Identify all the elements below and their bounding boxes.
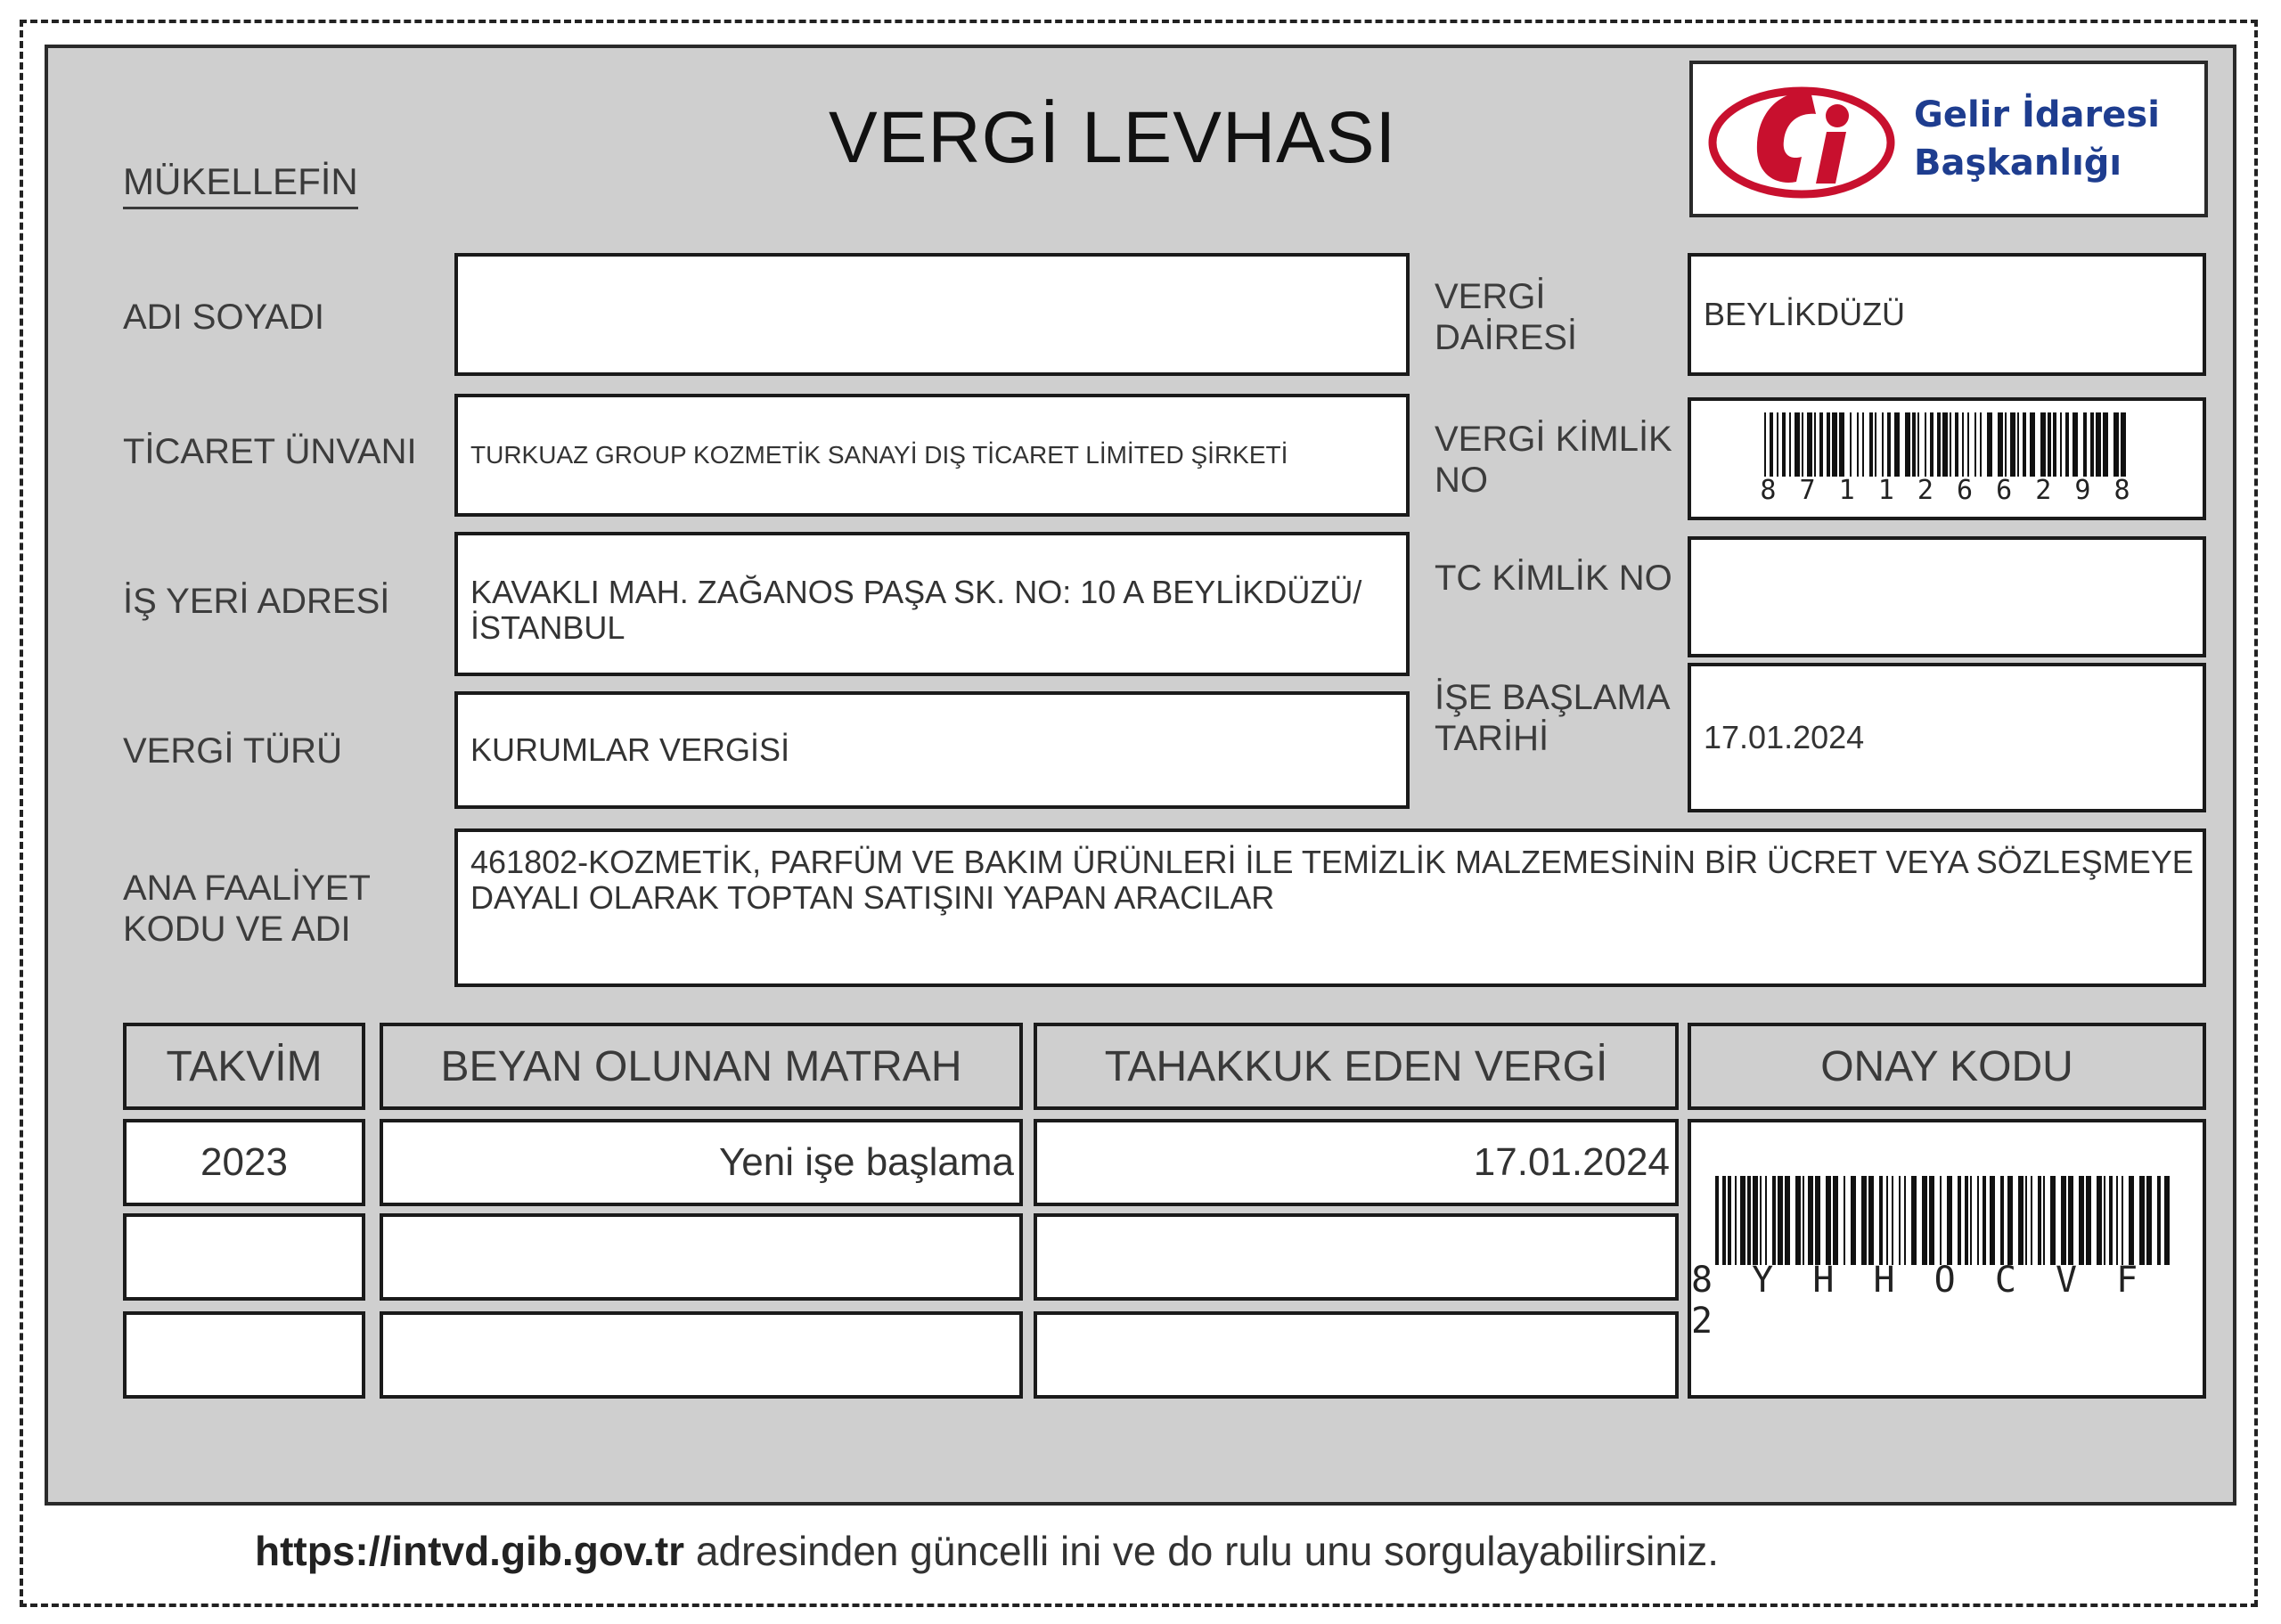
barcode-bar bbox=[1765, 1176, 1767, 1265]
barcode-bar bbox=[1839, 412, 1844, 477]
activity-label-line-1: ANA FAALİYET bbox=[123, 869, 371, 908]
barcode-bar bbox=[1827, 412, 1830, 477]
barcode-bar bbox=[1937, 412, 1941, 477]
barcode-bar bbox=[1785, 1176, 1790, 1265]
verification-note bbox=[255, 1527, 1719, 1575]
name-label: ADI SOYADI bbox=[123, 298, 324, 337]
barcode-bar bbox=[2048, 412, 2051, 477]
barcode-bar bbox=[2005, 412, 2007, 477]
barcode-bar bbox=[2031, 1176, 2032, 1265]
barcode-bar bbox=[1795, 1176, 1801, 1265]
activity-label-line-2: KODU VE ADI bbox=[123, 910, 351, 949]
barcode-bar bbox=[1947, 1176, 1952, 1265]
barcode-bar bbox=[1875, 412, 1876, 477]
barcode-bar bbox=[1807, 412, 1812, 477]
barcode-bar bbox=[1826, 1176, 1831, 1265]
barcode-bar bbox=[1980, 412, 1982, 477]
table-cell bbox=[380, 1311, 1023, 1399]
barcode-bar bbox=[2116, 1176, 2118, 1265]
barcode-bar bbox=[1970, 1176, 1972, 1265]
tax-type-field: KURUMLAR VERGİSİ bbox=[454, 691, 1410, 809]
tax-id-barcode-text: 8 7 1 1 2 6 6 2 9 8 bbox=[1760, 474, 2134, 506]
barcode-bar bbox=[1833, 1176, 1838, 1265]
barcode-bar bbox=[1892, 1176, 1893, 1265]
barcode-bar bbox=[1940, 1176, 1942, 1265]
trade-name-field: TURKUAZ GROUP KOZMETİK SANAYİ DIŞ TİCARET LİMİTED ŞİRKETİ bbox=[454, 394, 1410, 517]
barcode-bar bbox=[1857, 412, 1859, 477]
activity-label bbox=[123, 868, 371, 950]
barcode-bar bbox=[2068, 1176, 2073, 1265]
barcode-bar bbox=[1815, 1176, 1820, 1265]
barcode-bar bbox=[1868, 1176, 1874, 1265]
barcode-bar bbox=[2065, 412, 2069, 477]
barcode-bar bbox=[1990, 1176, 1995, 1265]
barcode-bar bbox=[1905, 412, 1910, 477]
verification-url[interactable]: https://intvd.gib.gov.tr bbox=[255, 1528, 685, 1574]
barcode-bar bbox=[1899, 1176, 1901, 1265]
gib-logo-text bbox=[1914, 91, 2160, 187]
barcode-bar bbox=[1962, 412, 1964, 477]
barcode-bar bbox=[1904, 1176, 1906, 1265]
start-date-field: 17.01.2024 bbox=[1688, 663, 2206, 812]
barcode-bar bbox=[2017, 412, 2019, 477]
barcode-bar bbox=[1764, 412, 1766, 477]
barcode-bar bbox=[2060, 412, 2062, 477]
table-cell bbox=[380, 1213, 1023, 1301]
barcode-bar bbox=[1886, 1176, 1888, 1265]
header-accrued-tax: TAHAKKUK EDEN VERGİ bbox=[1034, 1023, 1679, 1110]
barcode-bar bbox=[2164, 1176, 2170, 1265]
table-cell bbox=[123, 1213, 365, 1301]
barcode-bar bbox=[2109, 1176, 2113, 1265]
start-date-label bbox=[1435, 677, 1671, 759]
barcode-bar bbox=[1850, 412, 1852, 477]
table-cell bbox=[1034, 1213, 1679, 1301]
tax-office-label-line-2: DAİRESİ bbox=[1435, 318, 1578, 357]
barcode-bar bbox=[2025, 1176, 2027, 1265]
barcode-bar bbox=[2083, 412, 2087, 477]
barcode-bar bbox=[1869, 412, 1873, 477]
barcode-bar bbox=[1832, 412, 1837, 477]
barcode-bar bbox=[1942, 412, 1948, 477]
barcode-bar bbox=[1879, 1176, 1883, 1265]
business-address-field bbox=[454, 532, 1410, 676]
barcode-bar bbox=[2139, 1176, 2145, 1265]
barcode-bar bbox=[1777, 412, 1778, 477]
barcode-bar bbox=[2040, 412, 2046, 477]
start-date-label-line-1: İŞE BAŞLAMA bbox=[1435, 678, 1671, 717]
barcode-bar bbox=[1747, 1176, 1751, 1265]
barcode-bar bbox=[2122, 1176, 2123, 1265]
barcode-bar bbox=[1722, 1176, 1726, 1265]
approval-code-text: 8 Y H H O C V F 2 bbox=[1691, 1260, 2147, 1342]
barcode-bar bbox=[1740, 1176, 1745, 1265]
start-date-label-line-2: TARİHİ bbox=[1435, 719, 1549, 758]
barcode-bar bbox=[2030, 412, 2035, 477]
barcode-bar bbox=[1958, 1176, 1961, 1265]
approval-code-barcode bbox=[1715, 1176, 2179, 1265]
barcode-bar bbox=[1772, 1176, 1776, 1265]
trade-name-label: TİCARET ÜNVANI bbox=[123, 432, 417, 471]
barcode-bar bbox=[1851, 1176, 1856, 1265]
barcode-bar bbox=[1760, 1176, 1762, 1265]
barcode-bar bbox=[1819, 412, 1823, 477]
document-title: VERGİ LEVHASI bbox=[829, 97, 1397, 178]
table-cell: 2023 bbox=[123, 1119, 365, 1206]
address-line-2: İSTANBUL bbox=[470, 609, 625, 646]
header-declared-base: BEYAN OLUNAN MATRAH bbox=[380, 1023, 1023, 1110]
barcode-bar bbox=[1930, 412, 1934, 477]
barcode-bar bbox=[1803, 1176, 1804, 1265]
barcode-bar bbox=[2010, 412, 2015, 477]
table-cell bbox=[1034, 1311, 1679, 1399]
barcode-bar bbox=[2023, 412, 2026, 477]
business-address-label: İŞ YERİ ADRESİ bbox=[123, 582, 390, 621]
logo-line-1: Gelir İdaresi bbox=[1914, 94, 2160, 135]
logo-line-2: Başkanlığı bbox=[1914, 143, 2122, 184]
activity-line-1: 461802-KOZMETİK, PARFÜM VE BAKIM ÜRÜNLERİ İLE TEMİZLİK MALZEMESİNİN BİR ÜCRET VEYA SÖZLEŞMEYE bbox=[470, 844, 2194, 880]
barcode-bar bbox=[1987, 412, 1992, 477]
tax-office-label-line-1: VERGİ bbox=[1435, 277, 1546, 316]
barcode-bar bbox=[1735, 1176, 1737, 1265]
barcode-bar bbox=[1861, 1176, 1867, 1265]
approval-code-barcode-field bbox=[1688, 1119, 2206, 1399]
barcode-bar bbox=[1715, 1176, 1719, 1265]
activity-field bbox=[454, 828, 2206, 987]
barcode-bar bbox=[2050, 1176, 2056, 1265]
address-line-1: KAVAKLI MAH. ZAĞANOS PAŞA SK. NO: 10 A BEYLİKDÜZÜ/ bbox=[470, 574, 1362, 610]
tax-id-barcode-field bbox=[1688, 397, 2206, 520]
barcode-bar bbox=[1925, 412, 1926, 477]
tax-id-label-line-2: NO bbox=[1435, 461, 1488, 500]
barcode-bar bbox=[1728, 1176, 1731, 1265]
barcode-bar bbox=[1922, 1176, 1927, 1265]
barcode-bar bbox=[2157, 1176, 2161, 1265]
gib-logo-icon bbox=[1704, 73, 1905, 207]
barcode-bar bbox=[1955, 412, 1958, 477]
barcode-bar bbox=[2007, 1176, 2013, 1265]
barcode-bar bbox=[2090, 412, 2094, 477]
barcode-bar bbox=[1911, 1176, 1917, 1265]
barcode-bar bbox=[2086, 1176, 2091, 1265]
barcode-bar bbox=[2043, 1176, 2045, 1265]
header-period: TAKVİM bbox=[123, 1023, 365, 1110]
tax-office-label bbox=[1435, 276, 1577, 358]
table-cell bbox=[123, 1311, 365, 1399]
barcode-bar bbox=[1770, 412, 1773, 477]
gib-logo bbox=[1689, 61, 2208, 217]
barcode-bar bbox=[2113, 412, 2119, 477]
taxpayer-section-heading: MÜKELLEFİN bbox=[123, 160, 358, 209]
barcode-bar bbox=[1814, 412, 1816, 477]
barcode-bar bbox=[1862, 412, 1864, 477]
barcode-bar bbox=[1965, 1176, 1968, 1265]
barcode-bar bbox=[1967, 412, 1969, 477]
barcode-bar bbox=[1929, 1176, 1934, 1265]
barcode-bar bbox=[1950, 412, 1951, 477]
table-cell: Yeni işe başlama bbox=[380, 1119, 1023, 1206]
barcode-bar bbox=[2146, 1176, 2152, 1265]
barcode-bar bbox=[1778, 1176, 1783, 1265]
barcode-bar bbox=[2121, 412, 2126, 477]
activity-line-2: DAYALI OLARAK TOPTAN SATIŞINI YAPAN ARACILAR bbox=[470, 879, 1275, 916]
barcode-bar bbox=[2018, 1176, 2023, 1265]
barcode-bar bbox=[2096, 412, 2101, 477]
barcode-bar bbox=[1802, 412, 1803, 477]
barcode-bar bbox=[1789, 412, 1791, 477]
barcode-bar bbox=[2097, 1176, 2102, 1265]
barcode-bar bbox=[1983, 1176, 1986, 1265]
barcode-bar bbox=[1795, 412, 1800, 477]
barcode-bar bbox=[1808, 1176, 1813, 1265]
barcode-bar bbox=[1887, 412, 1891, 477]
barcode-bar bbox=[1998, 412, 2003, 477]
verification-text: adresinden güncelli ini ve do rulu unu sorgulayabilirsiniz. bbox=[684, 1528, 1719, 1574]
barcode-bar bbox=[2000, 1176, 2004, 1265]
tax-type-label: VERGİ TÜRÜ bbox=[123, 731, 342, 771]
tax-id-label bbox=[1435, 419, 1672, 501]
tc-id-label bbox=[1435, 558, 1672, 599]
name-field bbox=[454, 253, 1410, 376]
barcode-bar bbox=[1844, 1176, 1845, 1265]
barcode-bar bbox=[2104, 1176, 2105, 1265]
barcode-bar bbox=[1917, 412, 1919, 477]
barcode-bar bbox=[2061, 1176, 2066, 1265]
barcode-bar bbox=[2079, 1176, 2084, 1265]
barcode-bar bbox=[1753, 1176, 1758, 1265]
barcode-bar bbox=[2073, 412, 2078, 477]
barcode-bar bbox=[1974, 412, 1976, 477]
barcode-bar bbox=[1912, 412, 1916, 477]
barcode-bar bbox=[2129, 1176, 2134, 1265]
barcode-bar bbox=[1894, 412, 1900, 477]
tax-id-barcode bbox=[1764, 412, 2130, 477]
barcode-bar bbox=[1977, 1176, 1979, 1265]
tax-office-field: BEYLİKDÜZÜ bbox=[1688, 253, 2206, 376]
barcode-bar bbox=[2053, 412, 2056, 477]
barcode-bar bbox=[2103, 412, 2108, 477]
barcode-bar bbox=[1882, 412, 1884, 477]
tc-id-field bbox=[1688, 536, 2206, 657]
barcode-bar bbox=[2038, 1176, 2041, 1265]
table-cell: 17.01.2024 bbox=[1034, 1119, 1679, 1206]
tc-id-label-line-1: TC KİMLİK NO bbox=[1435, 559, 1672, 598]
header-approval-code: ONAY KODU bbox=[1688, 1023, 2206, 1110]
barcode-bar bbox=[1782, 412, 1786, 477]
tax-id-label-line-1: VERGİ KİMLİK bbox=[1435, 420, 1672, 459]
